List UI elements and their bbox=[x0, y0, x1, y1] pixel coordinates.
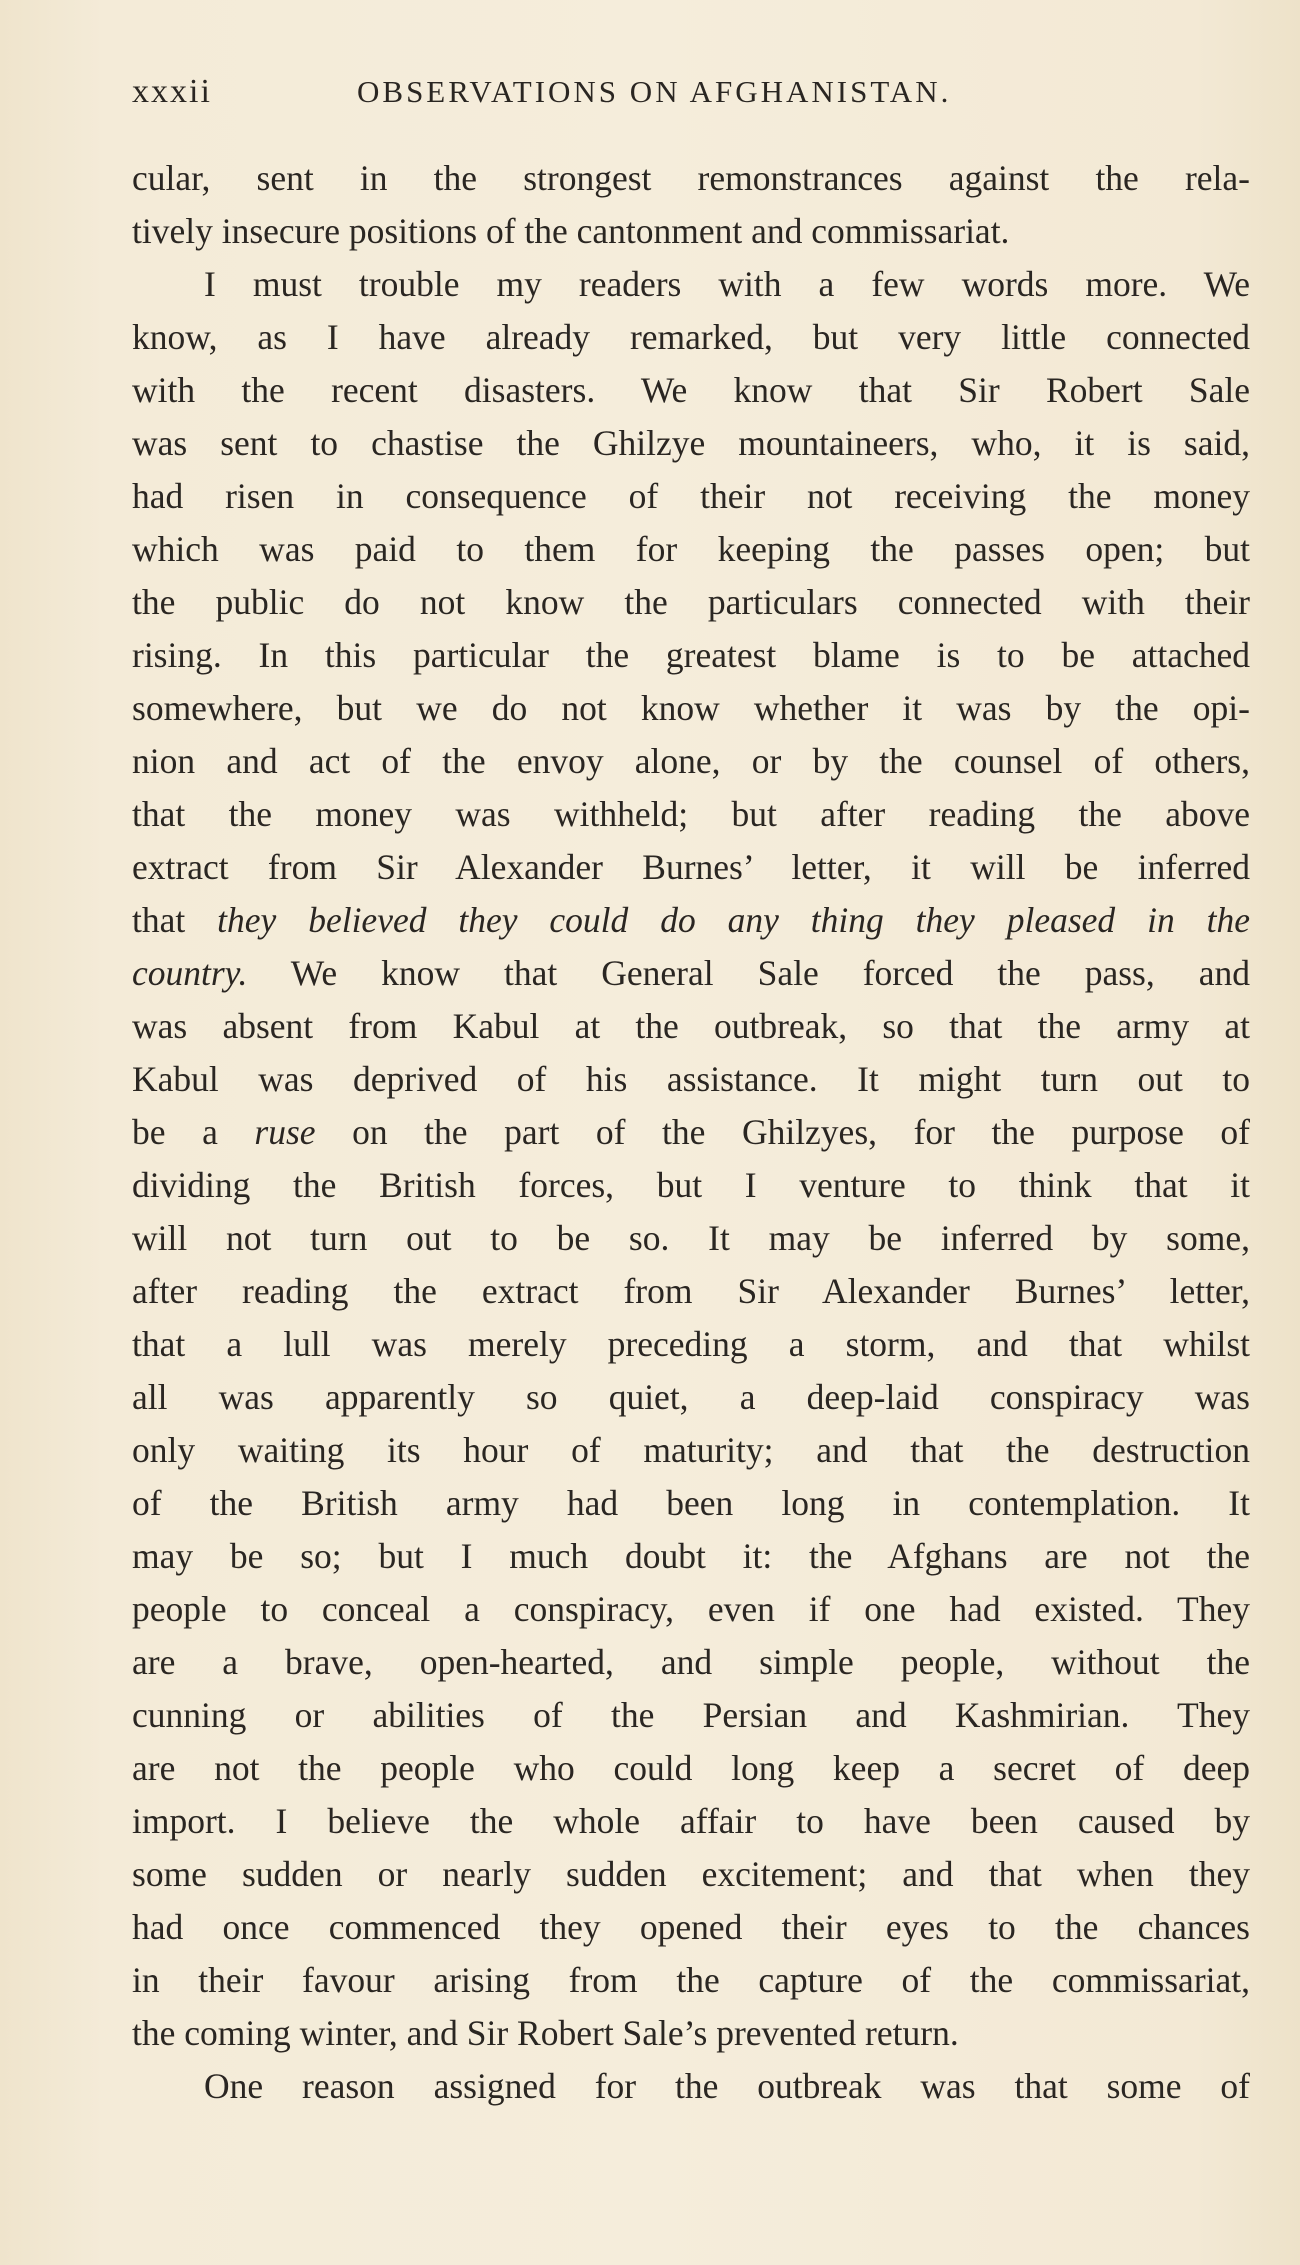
text-run: that the money was withheld; but after reading the above bbox=[132, 794, 1250, 834]
text-line bbox=[132, 2060, 1250, 2113]
text-run: was sent to chastise the Ghilzye mountaineers, who, it is said, bbox=[132, 423, 1250, 463]
text-run: nion and act of the envoy alone, or by the counsel of others, bbox=[132, 741, 1250, 781]
text-run: that bbox=[132, 900, 218, 940]
text-run: I must trouble my readers with a few words more. We bbox=[204, 264, 1250, 304]
text-line bbox=[132, 894, 1250, 947]
text-run: the public do not know the particulars connected with their bbox=[132, 582, 1250, 622]
text-run: was absent from Kabul at the outbreak, so that the army at bbox=[132, 1006, 1250, 1046]
text-line bbox=[132, 682, 1250, 735]
text-run: dividing the British forces, but I venture to think that it bbox=[132, 1165, 1250, 1205]
text-line bbox=[132, 947, 1250, 1000]
text-line bbox=[132, 1424, 1250, 1477]
text-run: of the British army had been long in contemplation. It bbox=[132, 1483, 1250, 1523]
page-header bbox=[132, 62, 1252, 122]
text-run: only waiting its hour of maturity; and that the destruction bbox=[132, 1430, 1250, 1470]
text-line bbox=[132, 1742, 1250, 1795]
text-line bbox=[132, 1106, 1250, 1159]
text-line bbox=[132, 364, 1250, 417]
text-run: people to conceal a conspiracy, even if one had existed. They bbox=[132, 1589, 1250, 1629]
text-line bbox=[132, 205, 1250, 258]
text-run: cular, sent in the strongest remonstrances against the rela- bbox=[132, 158, 1250, 198]
text-run: after reading the extract from Sir Alexander Burnes’ letter, bbox=[132, 1271, 1250, 1311]
text-line bbox=[132, 1901, 1250, 1954]
page-number: xxxii bbox=[132, 73, 212, 110]
text-line bbox=[132, 1583, 1250, 1636]
text-run: had once commenced they opened their eyes to the chances bbox=[132, 1907, 1250, 1947]
text-line bbox=[132, 1954, 1250, 2007]
italic-text: they believed they could do any thing they pleased in the bbox=[217, 900, 1250, 940]
text-line bbox=[132, 735, 1250, 788]
text-run: extract from Sir Alexander Burnes’ letter, it will be inferred bbox=[132, 847, 1250, 887]
text-run: cunning or abilities of the Persian and Kashmirian. They bbox=[132, 1695, 1250, 1735]
text-run: may be so; but I much doubt it: the Afghans are not the bbox=[132, 1536, 1250, 1576]
text-run: know, as I have already remarked, but very little connected bbox=[132, 317, 1250, 357]
text-run: Kabul was deprived of his assistance. It might turn out to bbox=[132, 1059, 1250, 1099]
text-run: with the recent disasters. We know that Sir Robert Sale bbox=[132, 370, 1250, 410]
text-run: are a brave, open-hearted, and simple people, without the bbox=[132, 1642, 1250, 1682]
text-line bbox=[132, 1530, 1250, 1583]
running-head: OBSERVATIONS ON AFGHANISTAN. bbox=[357, 74, 952, 109]
text-run: tively insecure positions of the cantonment and commissariat. bbox=[132, 211, 1010, 251]
text-line bbox=[132, 417, 1250, 470]
text-line bbox=[132, 1265, 1250, 1318]
text-line bbox=[132, 1636, 1250, 1689]
text-run: rising. In this particular the greatest blame is to be attached bbox=[132, 635, 1250, 675]
text-run: that a lull was merely preceding a storm, and that whilst bbox=[132, 1324, 1250, 1364]
text-run: We know that General Sale forced the pass, and bbox=[247, 953, 1250, 993]
text-run: some sudden or nearly sudden excitement; and that when they bbox=[132, 1854, 1250, 1894]
text-line bbox=[132, 470, 1250, 523]
text-run: somewhere, but we do not know whether it was by the opi- bbox=[132, 688, 1250, 728]
text-run: the coming winter, and Sir Robert Sale’s prevented return. bbox=[132, 2013, 959, 2053]
text-run: had risen in consequence of their not receiving the money bbox=[132, 476, 1250, 516]
text-line bbox=[132, 311, 1250, 364]
text-run: One reason assigned for the outbreak was that some of bbox=[204, 2066, 1250, 2106]
text-run: be a bbox=[132, 1112, 255, 1152]
text-line bbox=[132, 1689, 1250, 1742]
text-run: will not turn out to be so. It may be inferred by some, bbox=[132, 1218, 1250, 1258]
italic-text: ruse bbox=[254, 1112, 316, 1152]
text-line bbox=[132, 1000, 1250, 1053]
text-run: are not the people who could long keep a secret of deep bbox=[132, 1748, 1250, 1788]
text-line bbox=[132, 258, 1250, 311]
text-line bbox=[132, 152, 1250, 205]
text-line bbox=[132, 629, 1250, 682]
text-line bbox=[132, 1477, 1250, 1530]
text-line bbox=[132, 1053, 1250, 1106]
text-line bbox=[132, 1318, 1250, 1371]
text-line bbox=[132, 1371, 1250, 1424]
body-text bbox=[132, 152, 1250, 2113]
text-run: in their favour arising from the capture of the commissariat, bbox=[132, 1960, 1250, 2000]
italic-text: country. bbox=[132, 953, 248, 993]
text-line bbox=[132, 2007, 1250, 2060]
text-run: which was paid to them for keeping the passes open; but bbox=[132, 529, 1250, 569]
text-line bbox=[132, 1795, 1250, 1848]
text-run: on the part of the Ghilzyes, for the purpose of bbox=[315, 1112, 1250, 1152]
text-line bbox=[132, 841, 1250, 894]
text-line bbox=[132, 576, 1250, 629]
text-line bbox=[132, 1212, 1250, 1265]
text-line bbox=[132, 1159, 1250, 1212]
text-line bbox=[132, 788, 1250, 841]
text-line bbox=[132, 523, 1250, 576]
text-line bbox=[132, 1848, 1250, 1901]
text-run: all was apparently so quiet, a deep-laid conspiracy was bbox=[132, 1377, 1250, 1417]
text-run: import. I believe the whole affair to have been caused by bbox=[132, 1801, 1250, 1841]
